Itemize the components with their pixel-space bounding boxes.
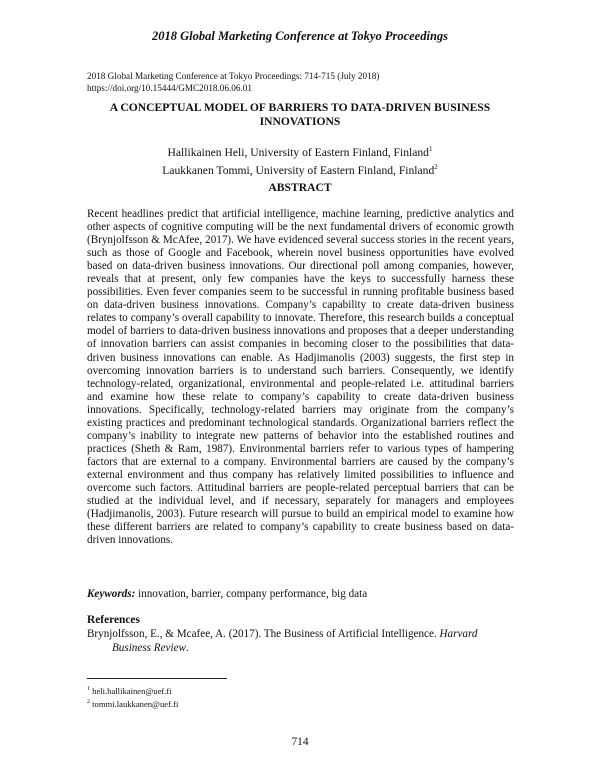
footnote-divider: [87, 678, 227, 679]
footnote-mark: 2: [434, 162, 438, 171]
footnote-item: [87, 697, 178, 710]
author-text: Laukkanen Tommi, University of Eastern Finland, Finland: [162, 163, 435, 177]
footnote-email[interactable]: heli.hallikainen@uef.fi: [90, 685, 172, 696]
reference-text: Brynjolfsson, E., & Mcafee, A. (2017). The Business of Artificial Intelligence.: [87, 628, 440, 640]
abstract-body: Recent headlines predict that artificial intelligence, machine learning, predictive analytics and other aspects of cognitive computing will be the next fundamental drivers of economic growth (Brynjolfsson & McAfee, 2017). We have evidenced several success stories in the recent years, such as those of Google and Facebook, wherein novel business opportunities have evolved based on data-driven business innovations. Our directional poll among companies, however, reveals that at present, only few companies have the keys to successfully harness these possibilities. Even fever companies seem to be successful in running profitable business based on data-driven business innovations. Company’s capability to create data-driven business relates to company’s overall capability to innovate. Therefore, this research builds a conceptual model of barriers to data-driven business innovations and proposes that a deeper understanding of innovation barriers can assist companies in becoming closer to the possibilities that data-driven business innovations can enable. As Hadjimanolis (2003) suggests, the first step in overcoming innovation barriers is to understand such barriers. Consequently, we identify technology-related, organizational, environmental and people-related i.e. attitudinal barriers and examine how these relate to company’s capability to create data-driven business innovations. Specifically, technology-related barriers may originate from the company’s existing practices and predominant technological standards. Organizational barriers reflect the company’s inability to integrate new patterns of behavior into the established routines and practices (Sheth & Ram, 1987). Environmental barriers refer to various types of hampering factors that are external to a company. Environmental barriers are caused by the company’s external environment and thus company has relatively limited possibilities to influence and overcome such factors. Attitudinal barriers are people-related perceptual barriers that can be studied at the individual level, and if necessary, separately for managers and employees (Hadjimanolis, 2003). Future research will pursue to build an empirical model to examine how these different barriers are related to company’s capability to create business based on data-driven innovations.: [87, 208, 514, 547]
keywords-line: [87, 588, 514, 600]
footnote-mark: 1: [87, 686, 90, 692]
footnote-mark: 2: [87, 699, 90, 706]
citation-line: 2018 Global Marketing Conference at Tokyo Proceedings: 714-715 (July 2018): [87, 71, 380, 81]
reference-journal: Harvard Business Review: [112, 628, 478, 654]
keywords-label: Keywords:: [87, 588, 136, 600]
references-heading: References: [87, 614, 140, 626]
author-text: Hallikainen Heli, University of Eastern Finland, Finland: [167, 145, 429, 159]
abstract-heading: ABSTRACT: [268, 181, 332, 194]
keywords-text: innovation, barrier, company performance, big data: [135, 588, 368, 600]
title-line: INNOVATIONS: [259, 115, 341, 128]
footnote-item: [87, 684, 178, 697]
doi-link[interactable]: https://doi.org/10.15444/GMC2018.06.06.01: [87, 82, 252, 93]
running-head: 2018 Global Marketing Conference at Tokyo Proceedings: [151, 29, 449, 43]
author-list: [60, 142, 540, 178]
page-number: 714: [291, 736, 309, 748]
paper-title: [60, 101, 540, 129]
title-line: A CONCEPTUAL MODEL OF BARRIERS TO DATA-DRIVEN BUSINESS: [109, 101, 491, 114]
author-line: [60, 142, 540, 160]
author-line: [60, 160, 540, 178]
reference-end: .: [185, 642, 189, 654]
footnote-email[interactable]: tommi.laukkanen@uef.fi: [90, 699, 179, 710]
footnote-mark: 1: [428, 145, 433, 153]
citation-block: [87, 71, 379, 94]
reference-item: [87, 627, 514, 655]
footnotes: [87, 684, 178, 711]
